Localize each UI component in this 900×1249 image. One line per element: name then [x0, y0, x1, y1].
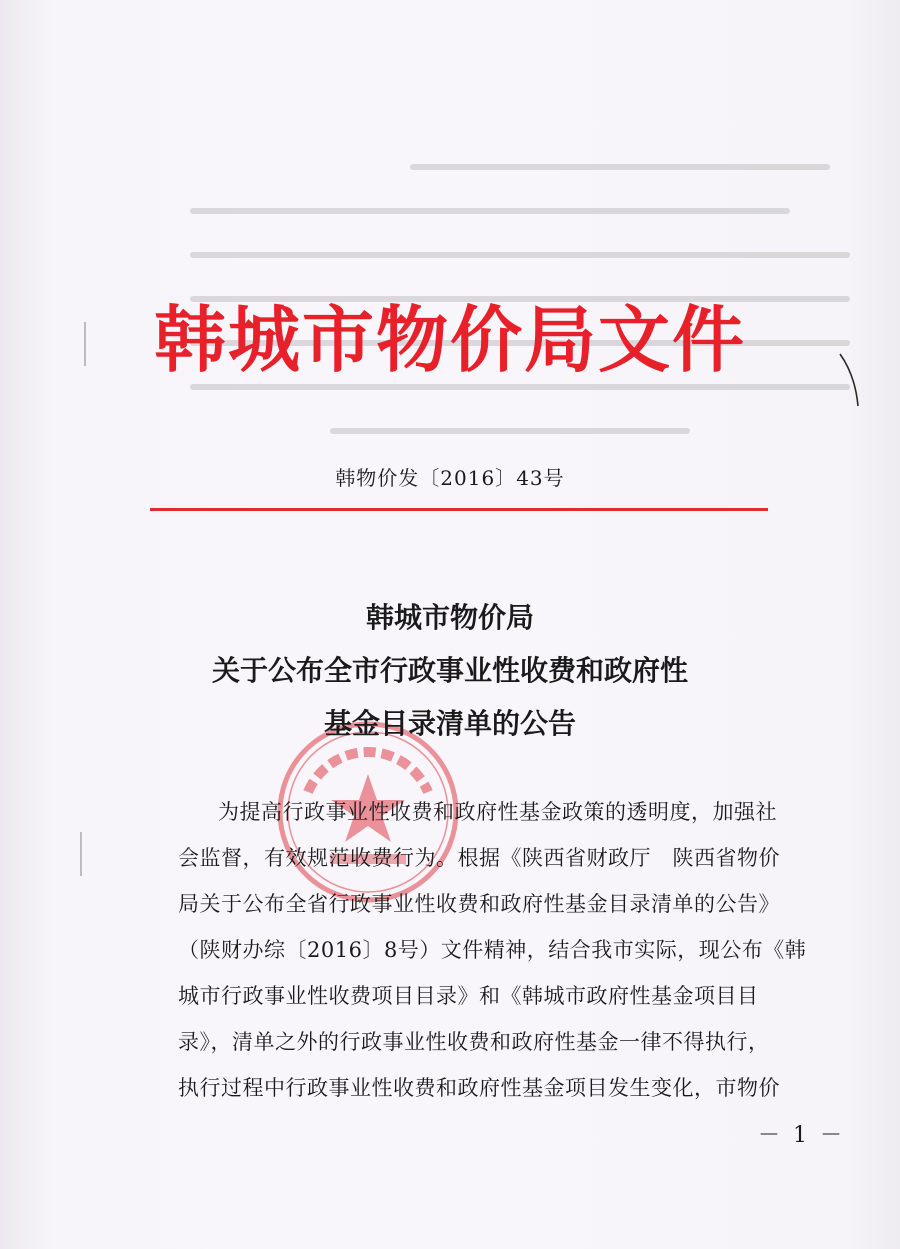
notice-title-line-3: 基金目录清单的公告: [323, 707, 576, 740]
document-number: 韩物价发〔2016〕43号: [335, 466, 565, 490]
page-number: － 1 －: [758, 1123, 845, 1148]
binding-mark-bottom: [80, 832, 92, 876]
document-header-title: 韩城市物价局文件: [153, 297, 746, 382]
body-line-6: 录》，清单之外的行政事业性收费和政府性基金一律不得执行，: [178, 1030, 770, 1054]
body-line-5: 城市行政事业性收费项目目录》和《韩城市政府性基金项目目: [178, 984, 759, 1008]
notice-title-line-2: 关于公布全市行政事业性收费和政府性: [211, 654, 688, 687]
body-line-2: 会监督，有效规范收费行为。根据《陕西省财政厅 陕西省物价: [178, 846, 780, 870]
header-red-rule: [150, 508, 768, 511]
body-line-3: 局关于公布全省行政事业性收费和政府性基金目录清单的公告》: [178, 892, 780, 916]
notice-title-line-1: 韩城市物价局: [365, 601, 534, 634]
body-line-7: 执行过程中行政事业性收费和政府性基金项目发生变化，市物价: [178, 1076, 780, 1100]
body-line-1: 为提高行政事业性收费和政府性基金政策的透明度，加强社: [218, 800, 777, 824]
body-line-4: （陕财办综〔2016〕8号）文件精神，结合我市实际，现公布《韩: [178, 938, 807, 962]
